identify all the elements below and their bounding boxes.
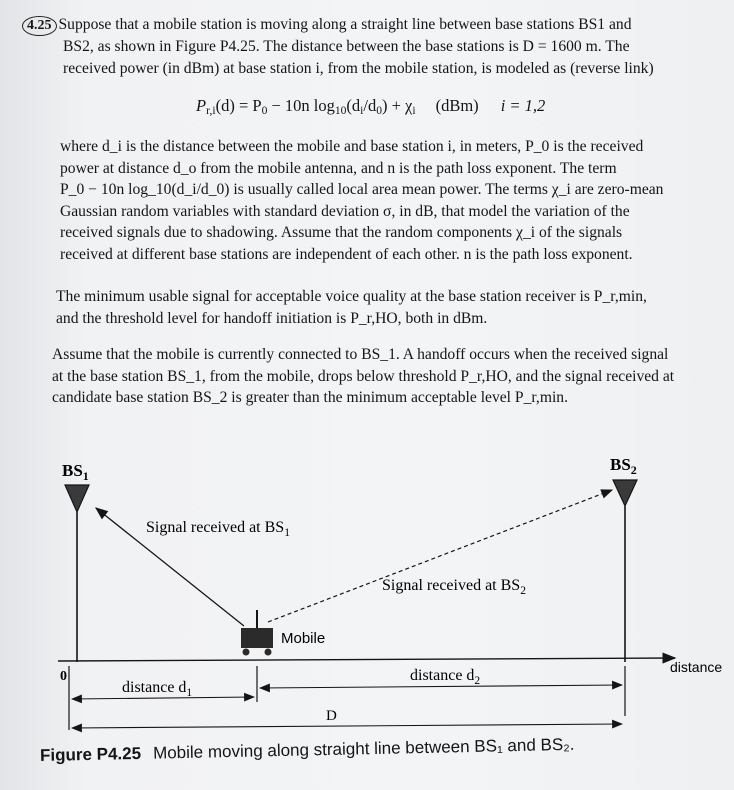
handoff-paragraph: Assume that the mobile is currently connected to BS_1. A handoff occurs when the received signal at the base station BS_1, from the mobile, drops below threshold P_r,HO, and the signal received at candidate base station BS_2 is greater than the minimum acceptable level P_r,min.: [52, 346, 675, 407]
total-distance-label: D: [326, 708, 337, 724]
figure-label: Figure P4.25: [39, 743, 142, 765]
received-power-equation: $P_{r,i}(d) = P_0 - 10n$ $\log_{10}(d_i/d_0) + \chi_i$ (dBm) i = 1,2: [196, 96, 546, 117]
axis-origin-label: 0: [60, 669, 67, 684]
equation-units: (dBm): [435, 96, 479, 115]
intro-line-3: received power (in dBm) at base station i, from the mobile station, is modeled as (reverse link): [63, 59, 654, 77]
problem-number: 4.25: [22, 16, 57, 36]
distance-axis: [58, 658, 675, 661]
intro-paragraph: [22, 14, 712, 79]
bs1-label: $BS_1$: [62, 461, 89, 483]
distance-axis-label: distance: [670, 659, 723, 675]
d1-label: distance $d_1$: [122, 679, 193, 699]
signal-bs2-arrow: [268, 490, 612, 622]
definition-paragraph: where d_i is the distance between the mobile and base station i, in meters, P_0 is the received power at distance d_o from the mobile antenna, and n is the path loss exponent. The term P_0 − 10n log_10(d_i/d_0) is usually called local area mean power. The terms χ_i are zero-mean Gaussian random variables with standard deviation σ, in dB, that model the variation of the received signals due to shadowing. Assume that the random components χ_i of the signals received at different base stations are independent of each other. n is the path loss exponent.: [60, 138, 664, 263]
d2-label: distance $d_2$: [410, 667, 481, 687]
intro-line-2: BS2, as shown in Figure P4.25. The distance between the base stations is D = 1600 m. The: [63, 38, 630, 55]
bs1-antenna-icon: [65, 485, 89, 662]
mobile-label: Mobile: [281, 630, 326, 647]
d1-dimension-arrow: [72, 697, 254, 699]
signal-bs2-label: Signal received at $BS_2$: [382, 577, 526, 597]
mobile-unit-icon: [241, 610, 273, 656]
handoff-diagram: [0, 440, 734, 740]
threshold-paragraph: The minimum usable signal for acceptable voice quality at the base station receiver is P_r,min, and the threshold level for handoff initiation is P_r,HO, both in dBm.: [56, 288, 647, 327]
bs2-antenna-icon: [613, 480, 637, 662]
intro-line-1: 4.25 Suppose that a mobile station is moving along a straight line between base stations BS1 and: [22, 14, 712, 36]
signal-bs1-label: Signal received at $BS_1$: [146, 519, 290, 539]
figure-caption-text: Mobile moving along straight line between BS₁ and BS₂.: [152, 734, 575, 763]
equation-index: i = 1,2: [500, 96, 546, 115]
d2-dimension-arrow: [260, 685, 622, 688]
total-distance-arrow: [72, 724, 622, 728]
bs2-label: $BS_2$: [610, 455, 637, 477]
